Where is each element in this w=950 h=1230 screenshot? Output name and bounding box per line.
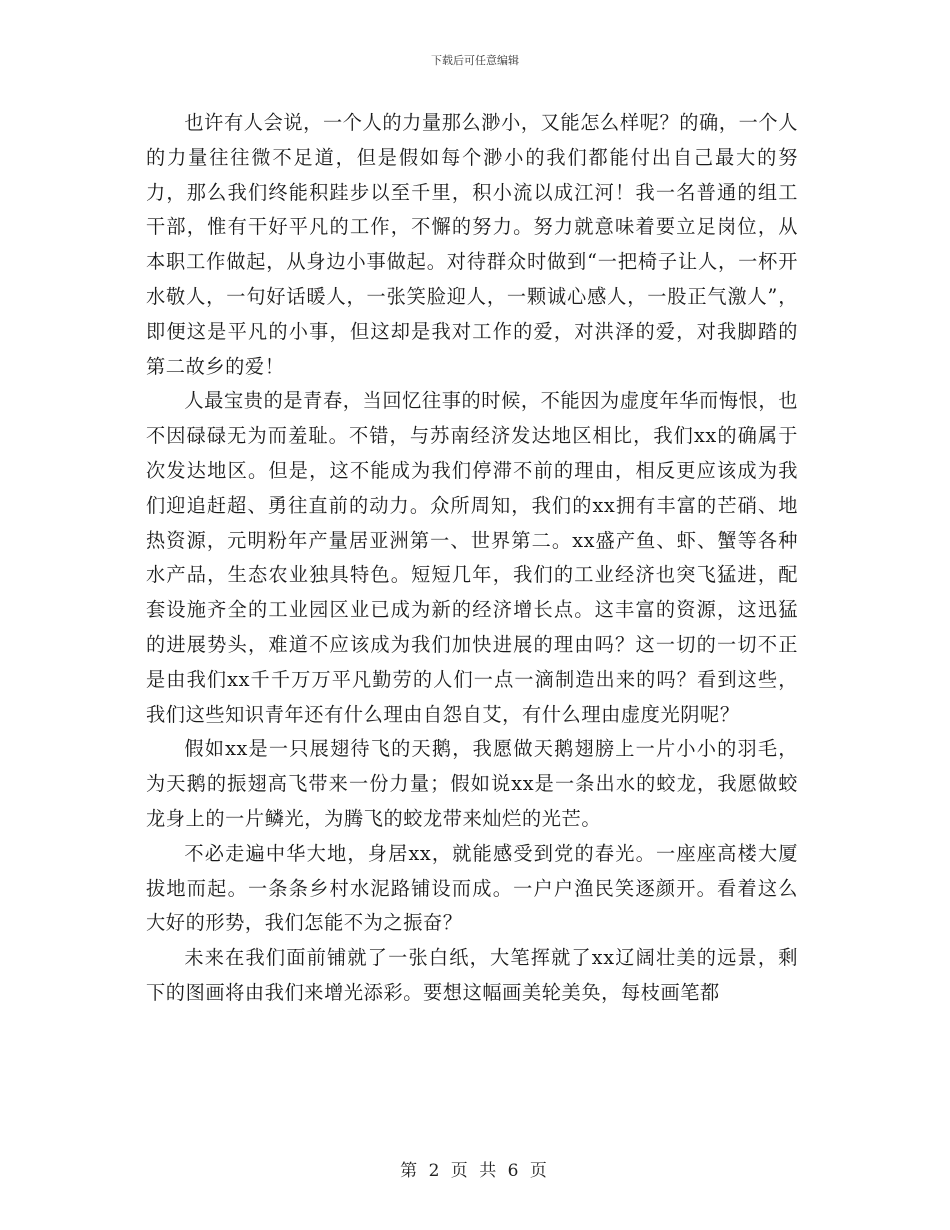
paragraph-1: 也许有人会说，一个人的力量那么渺小，又能怎么样呢？的确，一个人的力量往往微不足道，但是假如每个渺小的我们都能付出自己最大的努力，那么我们终能积跬步以至千里，积小流以成江河！我一名普通的组工干部，惟有干好平凡的工作，不懈的努力。努力就意味着要立足岗位，从本职工作做起，从身边小事做起。对待群众时做到“一把椅子让人，一杯开水敬人，一句好话暖人，一张笑脸迎人，一颗诚心感人，一股正气激人”，即便这是平凡的小事，但这却是我对工作的爱，对洪泽的爱，对我脚踏的第二故乡的爱！ (146, 111, 798, 378)
paragraph-3: 假如xx是一只展翅待飞的天鹅，我愿做天鹅翅膀上一片小小的羽毛，为天鹅的振翅高飞带来一份力量；假如说xx是一条出水的蛟龙，我愿做蛟龙身上的一片鳞光，为腾飞的蛟龙带来灿烂的光芒。 (146, 737, 798, 830)
paragraph-4: 不必走遍中华大地，身居xx，就能感受到党的春光。一座座高楼大厦拔地而起。一条条乡村水泥路铺设而成。一户户渔民笑逐颜开。看着这么大好的形势，我们怎能不为之振奋？ (146, 841, 798, 935)
document-body (146, 106, 798, 1011)
paragraph-5: 未来在我们面前铺就了一张白纸，大笔挥就了xx辽阔壮美的远景，剩下的图画将由我们来增光添彩。要想这幅画美轮美奂，每枝画笔都 (146, 946, 798, 1004)
page-header: 下载后可任意编辑 (431, 54, 519, 67)
paragraph-2: 人最宝贵的是青春，当回忆往事的时候，不能因为虚度年华而悔恨，也不因碌碌无为而羞耻。不错，与苏南经济发达地区相比，我们xx的确属于次发达地区。但是，这不能成为我们停滞不前的理由，相反更应该成为我们迎追赶超、勇往直前的动力。众所周知，我们的xx拥有丰富的芒硝、地热资源，元明粉年产量居亚洲第一、世界第二。xx盛产鱼、虾、蟹等各种水产品，生态农业独具特色。短短几年，我们的工业经济也突飞猛进，配套设施齐全的工业园区业已成为新的经济增长点。这丰富的资源，这迅猛的进展势头，难道不应该成为我们加快进展的理由吗？这一切的一切不正是由我们xx千千万万平凡勤劳的人们一点一滴制造出来的吗？看到这些，我们这些知识青年还有什么理由自怨自艾，有什么理由虚度光阴呢？ (146, 389, 798, 726)
page-number-footer: 第 2 页 共 6 页 (400, 1161, 550, 1181)
